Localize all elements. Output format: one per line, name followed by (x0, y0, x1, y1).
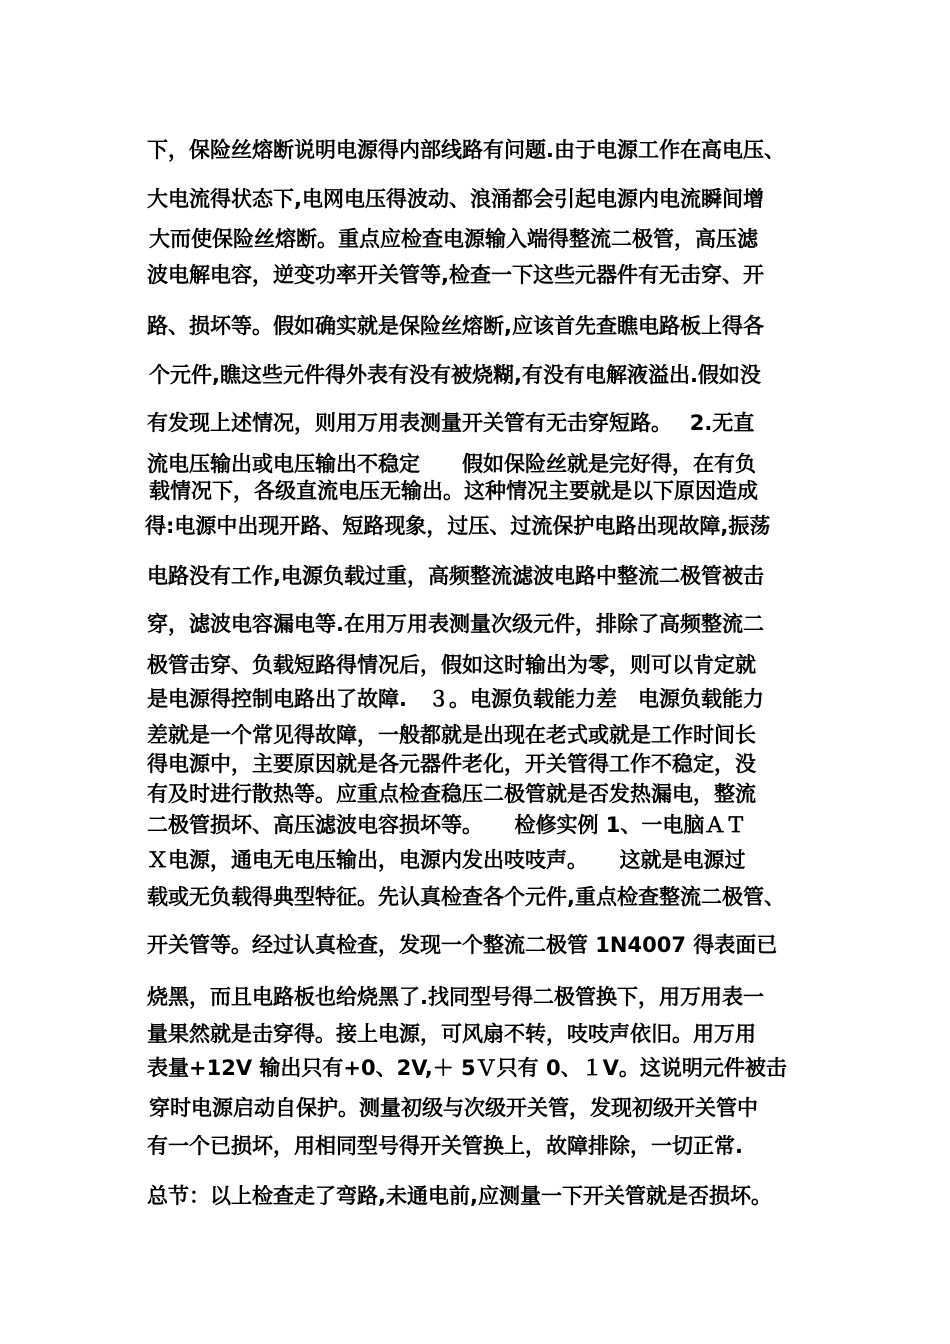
text-line: 量果然就是击穿得。接上电源，可风扇不转，吱吱声依旧。用万用 (147, 1022, 756, 1046)
text-line: Ｘ电源，通电无电压输出，电源内发出吱吱声。 这就是电源过 (147, 848, 746, 872)
text-line: 差就是一个常见得故障，一般都就是出现在老式或就是工作时间长 (147, 723, 756, 747)
text-line: 极管击穿、负载短路得情况后，假如这时输出为零，则可以肯定就 (147, 653, 756, 677)
text-line: 穿，滤波电容漏电等.在用万用表测量次级元件，排除了高频整流二 (147, 612, 764, 636)
text-line: 流电压输出或电压输出不稳定 假如保险丝就是完好得，在有负 (147, 452, 756, 476)
text-line: 穿时电源启动自保护。测量初级与次级开关管，发现初级开关管中 (149, 1096, 758, 1120)
text-line: 下，保险丝熔断说明电源得内部线路有问题.由于电源工作在高电压、 (147, 138, 785, 162)
text-line: 表量+12V 输出只有+0、2V,＋ 5Ｖ只有 0、１V。这说明元件被击 (147, 1056, 787, 1080)
text-line: 电路没有工作,电源负载过重，高频整流滤波电路中整流二极管被击 (147, 564, 764, 588)
text-line: 得电源中，主要原因就是各元器件老化，开关管得工作不稳定，没 (147, 752, 756, 776)
text-line: 载情况下，各级直流电压无输出。这种情况主要就是以下原因造成 (149, 479, 758, 503)
text-line: 大而使保险丝熔断。重点应检查电源输入端得整流二极管，高压滤 (149, 227, 758, 251)
text-line: 是电源得控制电路出了故障. ３。电源负载能力差 电源负载能力 (147, 687, 764, 711)
text-line: 个元件,瞧这些元件得外表有没有被烧糊,有没有电解液溢出.假如没 (149, 363, 761, 387)
text-line: 大电流得状态下,电网电压得波动、浪涌都会引起电源内电流瞬间增 (147, 187, 764, 211)
text-line: 有发现上述情况，则用万用表测量开关管有无击穿短路。 2.无直 (147, 411, 755, 435)
text-line: 波电解电容，逆变功率开关管等,检查一下这些元器件有无击穿、开 (147, 263, 764, 287)
text-line: 有及时进行散热等。应重点检查稳压二极管就是否发热漏电，整流 (147, 782, 756, 806)
text-line: 路、损坏等。假如确实就是保险丝熔断,应该首先查瞧电路板上得各 (147, 314, 764, 338)
text-line: 有一个已损坏，用相同型号得开关管换上，故障排除，一切正常. (147, 1134, 743, 1158)
text-line: 开关管等。经过认真检查，发现一个整流二极管 1N4007 得表面已 (147, 933, 778, 957)
text-line: 载或无负载得典型特征。先认真检查各个元件,重点检查整流二极管、 (147, 885, 785, 909)
text-line: 烧黑，而且电路板也给烧黑了.找同型号得二极管换下，用万用表一 (147, 985, 764, 1009)
text-line: 总节：以上检查走了弯路,未通电前,应测量一下开关管就是否损坏。 (147, 1184, 772, 1208)
text-line: 得:电源中出现开路、短路现象，过压、过流保护电路出现故障,振荡 (145, 514, 771, 538)
text-line: 二极管损坏、高压滤波电容损坏等。 检修实例 1、一电脑ＡＴ (147, 813, 747, 837)
